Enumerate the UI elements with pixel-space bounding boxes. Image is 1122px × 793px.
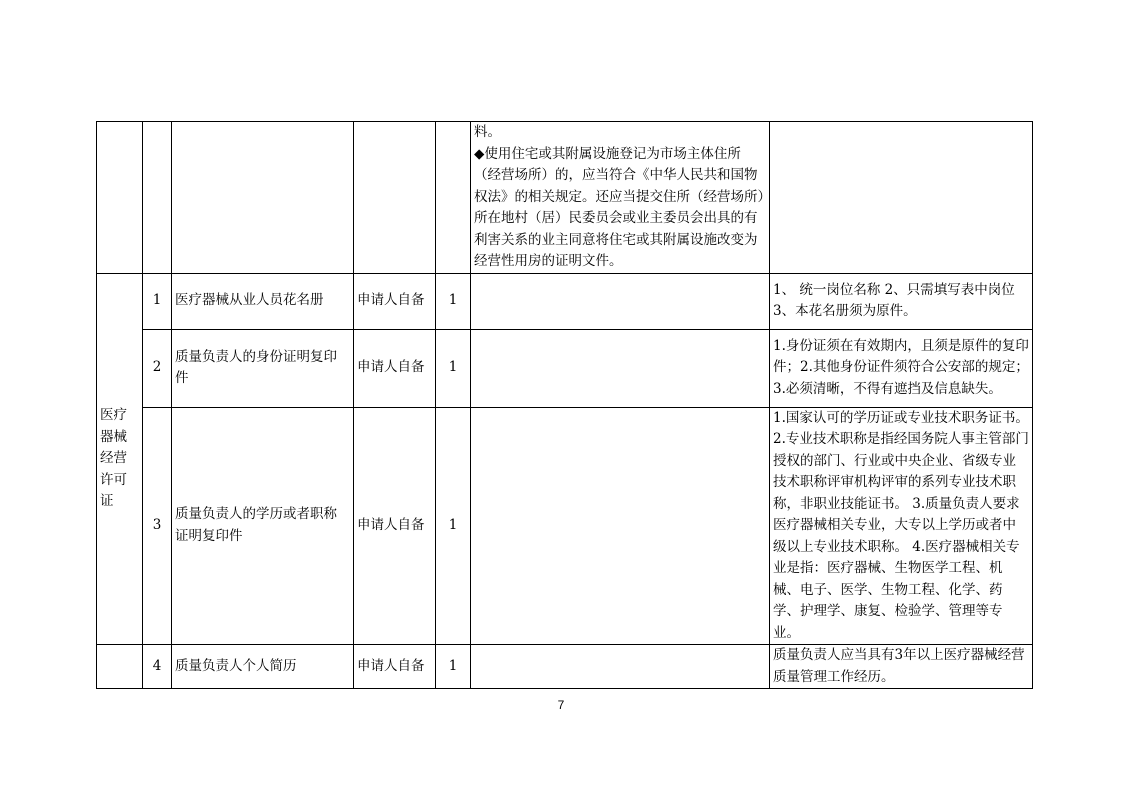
material-cell: 质量负责人个人简历 (172, 645, 354, 689)
number-cell: 1 (143, 273, 172, 329)
notes-cell: 1.国家认可的学历证或专业技术职务证书。2.专业技术职称是指经国务院人事主管部门授权的部门、行业或中央企业、省级专业技术职称评审机构评审的系列专业技术职称，非职业技能证书。 3.质量负责人要求医疗器械相关专业，大专以上学历或者中级以上专业技术职称。 4.医疗器械相关专业是指：医疗器械、生物医学工程、机械、电子、医学、生物工程、化学、药学、护理学、康复、检验学、管理等专业。 (770, 407, 1033, 645)
material-cell: 质量负责人的身份证明复印件 (172, 329, 354, 407)
category-cell (97, 122, 143, 274)
count-cell: 1 (436, 407, 471, 645)
table-row (97, 329, 1033, 407)
materials-table (96, 121, 1033, 689)
requirements-cell (471, 329, 770, 407)
count-cell: 1 (436, 645, 471, 689)
table-row (97, 407, 1033, 645)
requirements-cell (471, 407, 770, 645)
category-cell: 医疗器械经营许可证 (97, 273, 143, 645)
requirements-cell (471, 645, 770, 689)
source-cell: 申请人自备 (354, 273, 436, 329)
notes-cell (770, 122, 1033, 274)
source-cell: 申请人自备 (354, 407, 436, 645)
requirements-cell: 料。 ◆使用住宅或其附属设施登记为市场主体住所（经营场所）的，应当符合《中华人民共和国物权法》的相关规定。还应当提交住所（经营场所）所在地村（居）民委员会或业主委员会出具的有利害关系的业主同意将住宅或其附属设施改变为经营性用房的证明文件。 (471, 122, 770, 274)
requirements-cell (471, 273, 770, 329)
table-row (97, 273, 1033, 329)
number-cell (143, 122, 172, 274)
material-cell: 医疗器械从业人员花名册 (172, 273, 354, 329)
count-cell: 1 (436, 273, 471, 329)
count-cell: 1 (436, 329, 471, 407)
material-cell (172, 122, 354, 274)
source-cell: 申请人自备 (354, 329, 436, 407)
table-row (97, 645, 1033, 689)
source-cell: 申请人自备 (354, 645, 436, 689)
notes-cell: 质量负责人应当具有3年以上医疗器械经营质量管理工作经历。 (770, 645, 1033, 689)
table-row (97, 122, 1033, 274)
page-number: 7 (557, 698, 565, 712)
category-cell (97, 645, 143, 689)
source-cell (354, 122, 436, 274)
notes-cell: 1.身份证须在有效期内，且须是原件的复印件；2.其他身份证件须符合公安部的规定；3.必须清晰，不得有遮挡及信息缺失。 (770, 329, 1033, 407)
material-cell: 质量负责人的学历或者职称证明复印件 (172, 407, 354, 645)
number-cell: 2 (143, 329, 172, 407)
count-cell (436, 122, 471, 274)
number-cell: 3 (143, 407, 172, 645)
notes-cell: 1、 统一岗位名称 2、只需填写表中岗位3、本花名册须为原件。 (770, 273, 1033, 329)
number-cell: 4 (143, 645, 172, 689)
